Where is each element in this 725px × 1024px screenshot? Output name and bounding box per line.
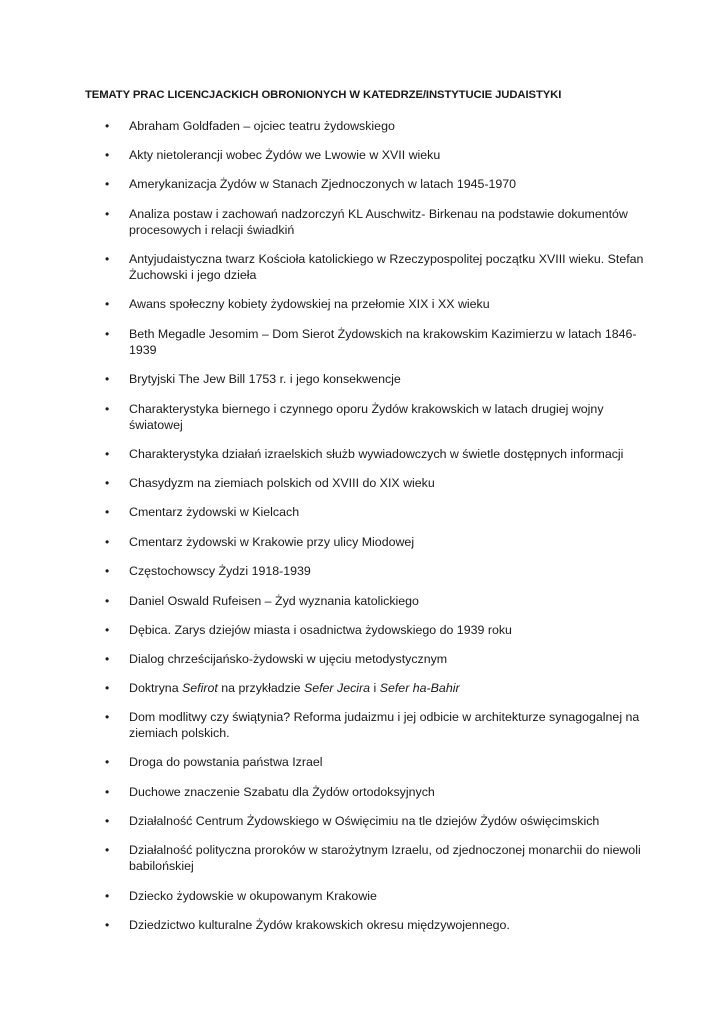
bullet-icon: • bbox=[105, 785, 110, 799]
topic-item bbox=[105, 147, 645, 163]
bullet-icon: • bbox=[105, 148, 110, 162]
topic-item bbox=[105, 709, 645, 741]
topic-text: Dialog chrześcijańsko-żydowski w ujęciu metodystycznym bbox=[129, 652, 448, 666]
topic-text: Działalność polityczna proroków w starożytnym Izraelu, od zjednoczonej monarchii do niewoli babilońskiej bbox=[129, 843, 641, 873]
topic-text: Brytyjski The Jew Bill 1753 r. i jego konsekwencje bbox=[129, 372, 401, 386]
topic-text: Dom modlitwy czy świątynia? Reforma judaizmu i jej odbicie w architekturze synagogalnej na ziemiach polskich. bbox=[129, 710, 640, 740]
topic-text-segment: Doktryna bbox=[129, 681, 183, 695]
bullet-icon: • bbox=[105, 755, 110, 769]
document-title: TEMATY PRAC LICENCJACKICH OBRONIONYCH W KATEDRZE/INSTYTUCIE JUDAISTYKI bbox=[85, 89, 562, 101]
bullet-icon: • bbox=[105, 843, 110, 857]
bullet-icon: • bbox=[105, 327, 110, 341]
topic-text: Analiza postaw i zachowań nadzorczyń KL Auschwitz- Birkenau na podstawie dokumentów procesowych i relacji świadkiń bbox=[129, 207, 628, 237]
bullet-icon: • bbox=[105, 505, 110, 519]
topic-text: Abraham Goldfaden – ojciec teatru żydowskiego bbox=[129, 119, 395, 133]
bullet-icon: • bbox=[105, 207, 110, 221]
bullet-icon: • bbox=[105, 652, 110, 666]
bullet-icon: • bbox=[105, 814, 110, 828]
topic-text: Amerykanizacja Żydów w Stanach Zjednoczonych w latach 1945-1970 bbox=[129, 177, 517, 191]
topic-text-italic: Sefirot bbox=[182, 681, 218, 695]
topic-item bbox=[105, 680, 645, 696]
topic-item bbox=[105, 326, 645, 358]
topic-item bbox=[105, 754, 645, 770]
topic-item bbox=[105, 296, 645, 312]
topic-item bbox=[105, 475, 645, 491]
bullet-icon: • bbox=[105, 710, 110, 724]
bullet-icon: • bbox=[105, 119, 110, 133]
bullet-icon: • bbox=[105, 889, 110, 903]
topic-text: Beth Megadle Jesomim – Dom Sierot Żydowskich na krakowskim Kazimierzu w latach 1846-1939 bbox=[129, 327, 637, 357]
topic-text: Cmentarz żydowski w Krakowie przy ulicy Miodowej bbox=[129, 535, 415, 549]
topic-item bbox=[105, 534, 645, 550]
topic-item bbox=[105, 784, 645, 800]
topic-text: Droga do powstania państwa Izrael bbox=[129, 755, 323, 769]
bullet-icon: • bbox=[105, 252, 110, 266]
topic-item bbox=[105, 371, 645, 387]
topic-text: Charakterystyka biernego i czynnego oporu Żydów krakowskich w latach drugiej wojny światowej bbox=[129, 402, 604, 432]
topic-item bbox=[105, 563, 645, 579]
topic-text: Częstochowscy Żydzi 1918-1939 bbox=[129, 564, 311, 578]
bullet-icon: • bbox=[105, 623, 110, 637]
topic-text: Dębica. Zarys dziejów miasta i osadnictwa żydowskiego do 1939 roku bbox=[129, 623, 512, 637]
topic-item bbox=[105, 251, 645, 283]
topic-text: Dziecko żydowskie w okupowanym Krakowie bbox=[129, 889, 377, 903]
bullet-icon: • bbox=[105, 177, 110, 191]
topic-text: Awans społeczny kobiety żydowskiej na przełomie XIX i XX wieku bbox=[129, 297, 490, 311]
topic-text-segment: i bbox=[370, 681, 380, 695]
topic-text bbox=[129, 680, 645, 696]
bullet-icon: • bbox=[105, 681, 110, 695]
topic-item bbox=[105, 888, 645, 904]
topic-item bbox=[105, 813, 645, 829]
topic-text: Akty nietolerancji wobec Żydów we Lwowie w XVII wieku bbox=[129, 148, 441, 162]
topic-text: Dziedzictwo kulturalne Żydów krakowskich okresu międzywojennego. bbox=[129, 918, 510, 932]
bullet-icon: • bbox=[105, 447, 110, 461]
topic-item bbox=[105, 593, 645, 609]
bullet-icon: • bbox=[105, 594, 110, 608]
topic-text: Daniel Oswald Rufeisen – Żyd wyznania katolickiego bbox=[129, 594, 419, 608]
topic-item bbox=[105, 446, 645, 462]
bullet-icon: • bbox=[105, 476, 110, 490]
topic-text-segment: na przykładzie bbox=[217, 681, 304, 695]
topic-item bbox=[105, 917, 645, 933]
topic-item bbox=[105, 118, 645, 134]
bullet-icon: • bbox=[105, 372, 110, 386]
bullet-icon: • bbox=[105, 297, 110, 311]
topic-item bbox=[105, 622, 645, 638]
bullet-icon: • bbox=[105, 402, 110, 416]
topic-text-italic: Sefer ha-Bahir bbox=[379, 681, 460, 695]
topic-text: Chasydyzm na ziemiach polskich od XVIII do XIX wieku bbox=[129, 476, 435, 490]
bullet-icon: • bbox=[105, 918, 110, 932]
topic-item bbox=[105, 401, 645, 433]
bullet-icon: • bbox=[105, 535, 110, 549]
topic-item bbox=[105, 651, 645, 667]
bullet-icon: • bbox=[105, 564, 110, 578]
topic-text: Charakterystyka działań izraelskich służb wywiadowczych w świetle dostępnych informacji bbox=[129, 447, 624, 461]
topic-item bbox=[105, 504, 645, 520]
topic-text: Działalność Centrum Żydowskiego w Oświęcimiu na tle dziejów Żydów oświęcimskich bbox=[129, 814, 600, 828]
topic-text: Duchowe znaczenie Szabatu dla Żydów ortodoksyjnych bbox=[129, 785, 435, 799]
topic-item bbox=[105, 176, 645, 192]
topic-text: Antyjudaistyczna twarz Kościoła katolickiego w Rzeczypospolitej początku XVIII wieku. Stefan Żuchowski i jego dzieła bbox=[129, 252, 644, 282]
topic-text: Cmentarz żydowski w Kielcach bbox=[129, 505, 300, 519]
topic-text-italic: Sefer Jecira bbox=[303, 681, 371, 695]
topic-item bbox=[105, 842, 645, 874]
topic-item bbox=[105, 206, 645, 238]
